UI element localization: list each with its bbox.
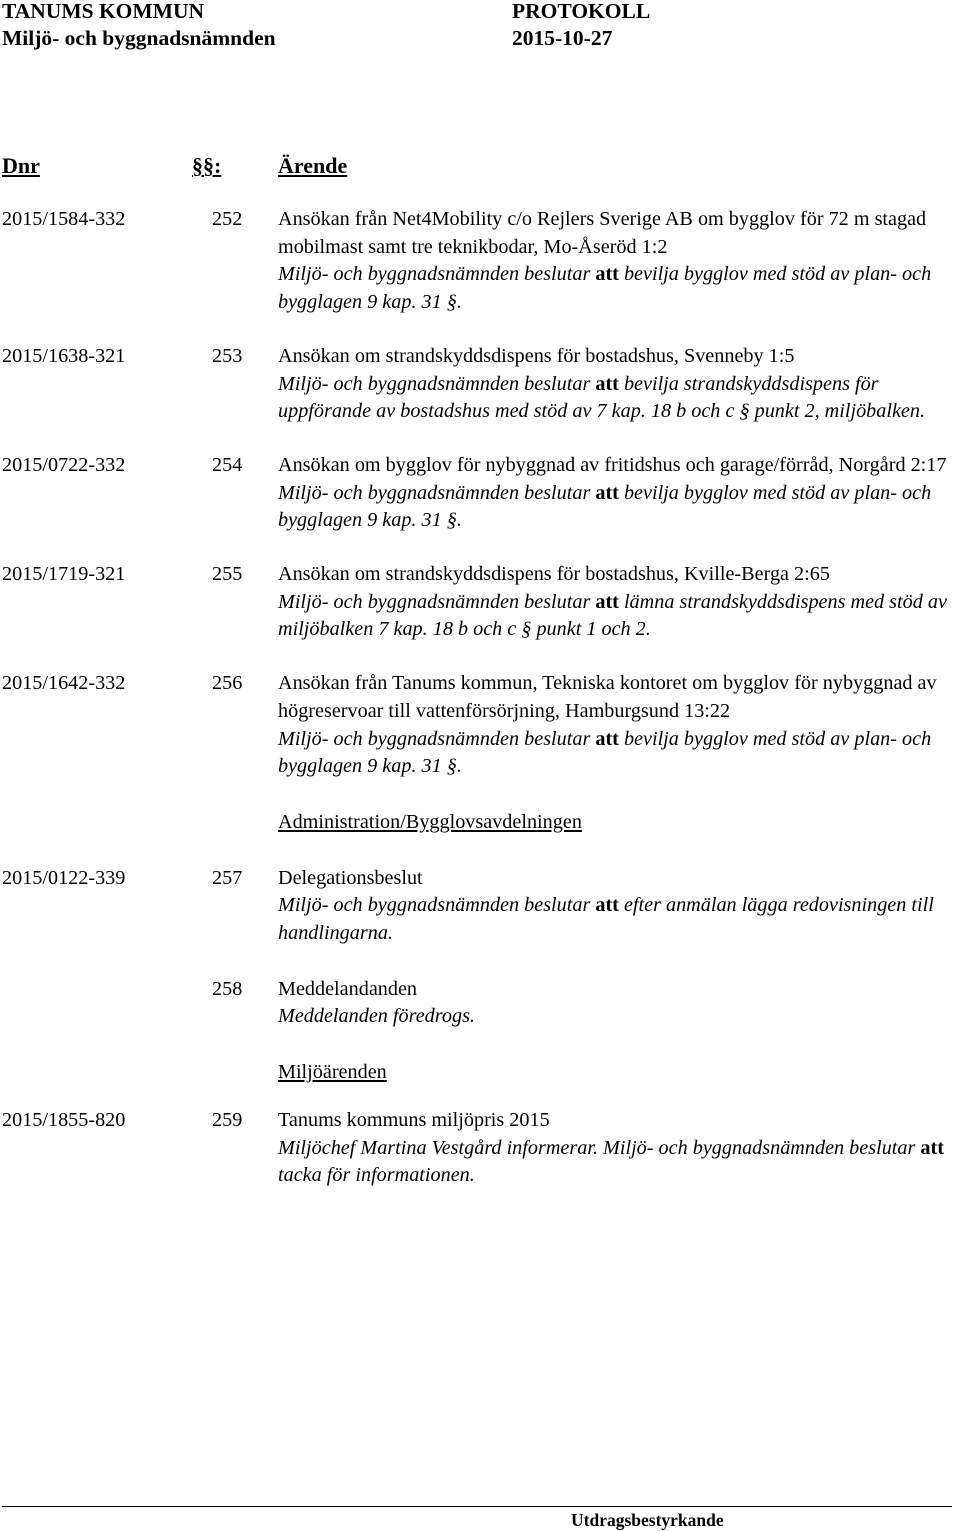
item-paragraph: 257 [212,866,243,889]
agenda-item [0,343,960,426]
item-decision: Miljö- och byggnadsnämnden beslutar att efter anmälan lägga redovisningen till handlingarna. [278,894,934,945]
item-paragraph: 252 [212,208,243,230]
item-paragraph: 259 [212,1108,243,1131]
item-decision: Meddelanden föredrogs. [278,1005,475,1028]
item-dnr: 2015/1638-321 [2,344,126,367]
item-paragraph: 254 [212,453,243,476]
item-title: Delegationsbeslut [278,866,423,889]
item-title: Tanums kommuns miljöpris 2015 [278,1108,550,1131]
item-dnr: 2015/1719-321 [2,563,126,586]
column-header-paragraph: §§: [192,153,222,178]
agenda-item [0,865,960,948]
item-title: Ansökan om strandskyddsdispens för bostadshus, Svenneby 1:5 [278,344,795,367]
agenda-item [0,206,960,317]
item-title: Ansökan om strandskyddsdispens för bostadshus, Kville-Berga 2:65 [278,563,830,586]
item-title: Ansökan från Tanums kommun, Tekniska kontoret om bygglov för nybyggnad av högreservoar till vattenförsörjning, Hamburgsund 13:22 [278,672,937,722]
agenda-item [0,976,960,1031]
column-header-dnr: Dnr [2,153,40,178]
agenda-item [0,670,960,781]
item-paragraph: 255 [212,563,243,586]
org-name: TANUMS KOMMUN [2,0,205,23]
item-dnr: 2015/1642-332 [2,672,126,695]
item-decision: Miljö- och byggnadsnämnden beslutar att bevilja bygglov med stöd av plan- och bygglagen 9 kap. 31 §. [278,481,932,532]
item-dnr: 2015/0722-332 [2,453,126,476]
item-paragraph: 256 [212,672,243,695]
document-type: PROTOKOLL [512,0,651,23]
item-decision: Miljö- och byggnadsnämnden beslutar att bevilja bygglov med stöd av plan- och bygglagen 9 kap. 31 §. [278,263,932,314]
meeting-date: 2015-10-27 [512,26,613,50]
agenda-item [0,452,960,535]
item-paragraph: 258 [212,977,243,1000]
signature-line [2,1506,952,1507]
signature-label: Utdragsbestyrkande [571,1510,724,1530]
column-header-arende: Ärende [278,153,348,178]
item-decision: Miljö- och byggnadsnämnden beslutar att bevilja strandskyddsdispens för uppförande av bostadshus med stöd av 7 kap. 18 b och c § punkt 2, miljöbalken. [278,372,926,423]
agenda-item [0,561,960,644]
section-heading-administration: Administration/Bygglovsavdelningen [278,810,582,833]
agenda-list [0,206,960,1190]
item-title: Ansökan om bygglov för nybyggnad av fritidshus och garage/förråd, Norgård 2:17 [278,453,947,476]
item-title: Ansökan från Net4Mobility c/o Rejlers Sverige AB om bygglov för 72 m stagad mobilmast samt tre teknikbodar, Mo-Åseröd 1:2 [278,208,927,258]
committee-name: Miljö- och byggnadsnämnden [2,26,276,50]
item-dnr: 2015/1584-332 [2,208,126,230]
item-decision: Miljö- och byggnadsnämnden beslutar att lämna strandskyddsdispens med stöd av miljöbalken 7 kap. 18 b och c § punkt 1 och 2. [278,590,947,641]
item-dnr: 2015/0122-339 [2,866,126,889]
item-title: Meddelandanden [278,977,418,1000]
item-decision: Miljöchef Martina Vestgård informerar. Miljö- och byggnadsnämnden beslutar att tacka för informationen. [278,1136,944,1187]
section-heading-environment: Miljöärenden [278,1061,387,1084]
item-dnr: 2015/1855-820 [2,1108,126,1131]
item-paragraph: 253 [212,344,243,367]
agenda-item [0,1107,960,1190]
item-decision: Miljö- och byggnadsnämnden beslutar att bevilja bygglov med stöd av plan- och bygglagen 9 kap. 31 §. [278,727,932,778]
